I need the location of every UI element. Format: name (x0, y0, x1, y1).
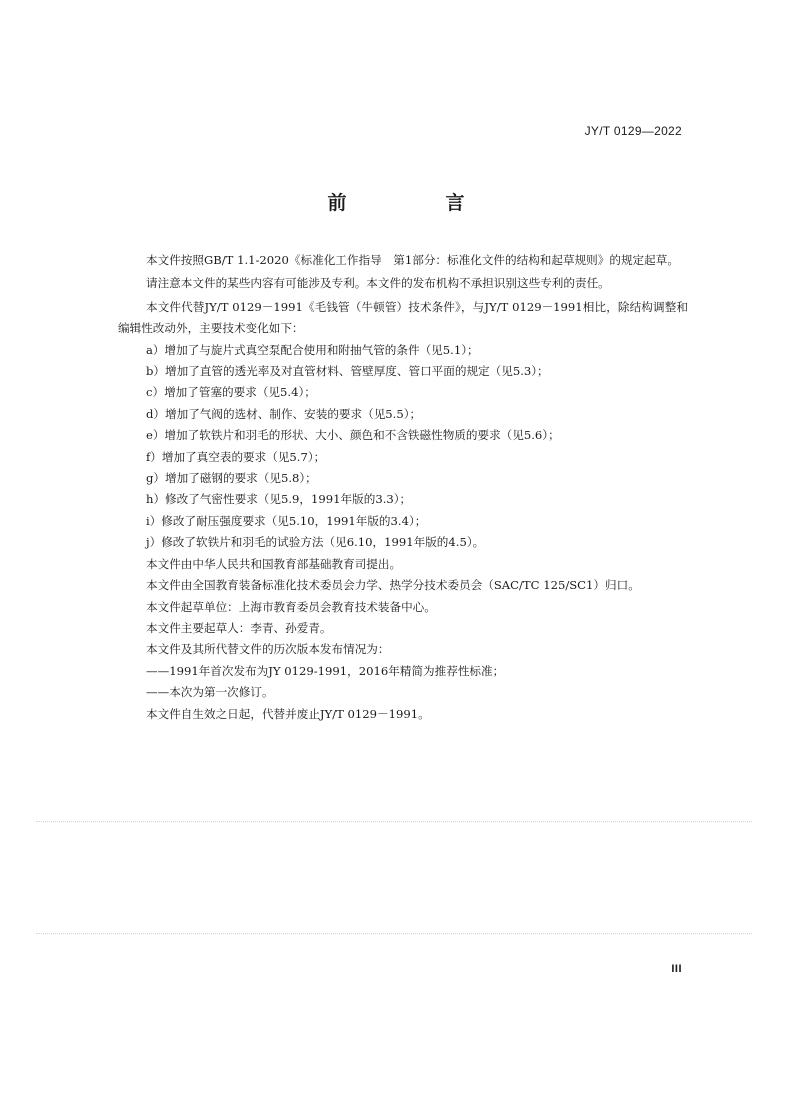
paragraph-drafting-unit: 本文件起草单位：上海市教育委员会教育技术装备中心。 (146, 599, 436, 614)
paragraph-patent-notice: 请注意本文件的某些内容有可能涉及专利。本文件的发布机构不承担识别这些专利的责任。 (146, 276, 610, 291)
dotted-divider (36, 821, 752, 822)
paragraph-drafting-rules: 本文件按照GB/T 1.1-2020《标准化工作指导 第1部分：标准化文件的结构和起草规则》的规定起草。 (146, 253, 679, 267)
dotted-divider (36, 933, 752, 934)
change-item: i）修改了耐压强度要求（见5.10，1991年版的3.4）； (146, 513, 427, 528)
change-item: f）增加了真空表的要求（见5.7）； (146, 449, 326, 464)
change-item: e）增加了软铁片和羽毛的形状、大小、颜色和不含铁磁性物质的要求（见5.6）； (146, 428, 560, 443)
paragraph-drafters: 本文件主要起草人：李青、孙爱青。 (146, 620, 332, 635)
foreword-body (118, 250, 688, 725)
history-item: ——本次为第一次修订。 (146, 685, 274, 700)
paragraph-history-intro: 本文件及其所代替文件的历次版本发布情况为： (146, 642, 390, 657)
change-item: c）增加了管塞的要求（见5.4）； (146, 385, 316, 400)
paragraph-administrator: 本文件由全国教育装备标准化技术委员会力学、热学分技术委员会（SAC/TC 125/SC1）归口。 (146, 578, 640, 593)
change-item: g）增加了磁钢的要求（见5.8）； (146, 471, 317, 486)
page-title: 前 言 (327, 192, 505, 214)
paragraph-replacement: 本文件代替JY/T 0129－1991《毛钱管（牛顿管）技术条件》，与JY/T 0129－1991相比，除结构调整和编辑性改动外，主要技术变化如下： (118, 299, 688, 336)
standard-code: JY/T 0129—2022 (584, 124, 682, 138)
change-item: j）修改了软铁片和羽毛的试验方法（见6.10，1991年版的4.5）。 (146, 535, 485, 550)
change-item: a）增加了与旋片式真空泵配合使用和附抽气管的条件（见5.1）； (146, 342, 479, 357)
change-item: b）增加了直管的透光率及对直管材料、管壁厚度、管口平面的规定（见5.3）； (146, 364, 549, 379)
paragraph-proposer: 本文件由中华人民共和国教育部基础教育司提出。 (146, 556, 402, 571)
history-item: ——1991年首次发布为JY 0129-1991，2016年精简为推荐性标准； (146, 663, 505, 678)
change-item: h）修改了气密性要求（见5.9，1991年版的3.3）； (146, 492, 412, 507)
paragraph-effective: 本文件自生效之日起，代替并废止JY/T 0129－1991。 (146, 706, 430, 721)
change-item: d）增加了气阀的选材、制作、安装的要求（见5.5）； (146, 406, 422, 421)
page-number: III (671, 963, 682, 975)
